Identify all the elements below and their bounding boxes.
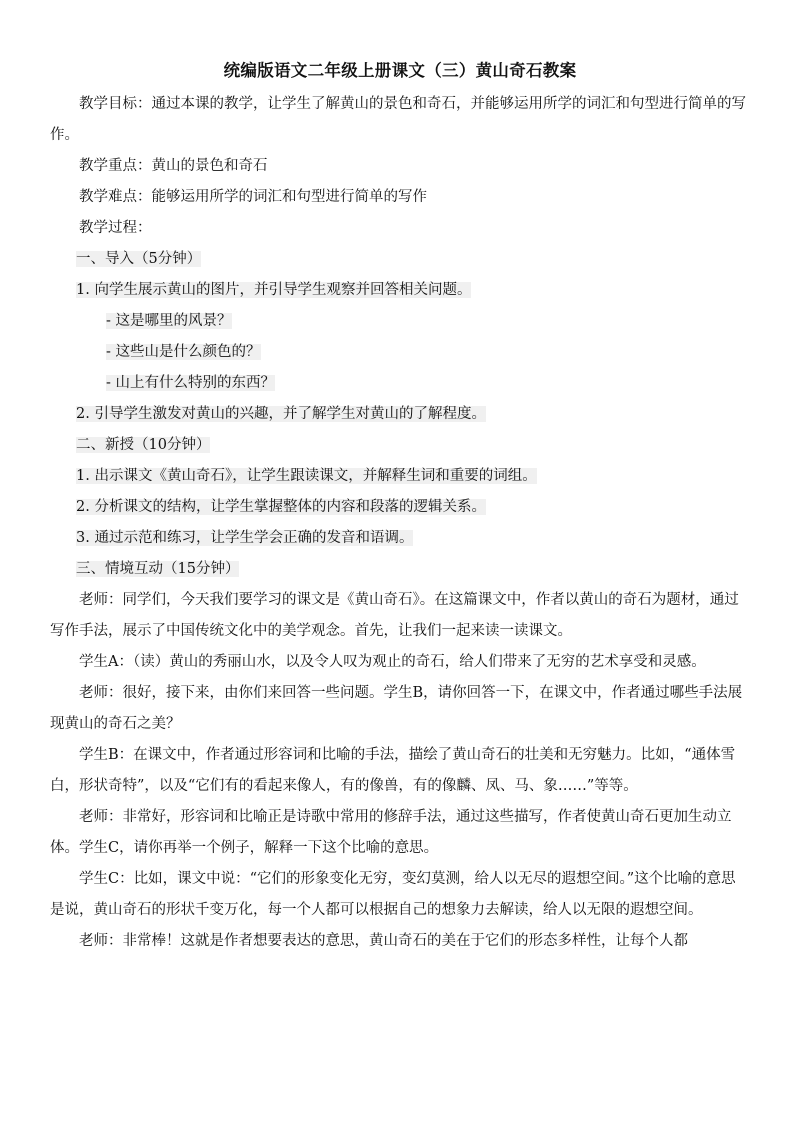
list-item xyxy=(50,523,750,554)
teaching-focus: 教学重点：黄山的景色和奇石 xyxy=(79,158,268,174)
list-item-label: 3. 通过示范和练习，让学生学会正确的发音和语调。 xyxy=(76,530,414,546)
dialogue-student-c: 学生C：比如，课文中说：“它们的形象变化无穷，变幻莫测，给人以无尽的遐想空间。”这个比喻的意思是说，黄山奇石的形状千变万化，每一个人都可以根据自己的想象力去解读，给人以无限的遐想空间。 xyxy=(50,871,736,918)
list-item xyxy=(50,492,750,523)
dialogue-teacher: 老师：很好，接下来，由你们来回答一些问题。学生B，请你回答一下，在课文中，作者通过哪些手法展现黄山的奇石之美？ xyxy=(50,685,743,732)
section-heading-new-lesson xyxy=(50,430,750,461)
section-heading-label: 三、情境互动（15分钟） xyxy=(76,561,240,577)
sub-list-item xyxy=(50,306,750,337)
teaching-difficulty: 教学难点：能够运用所学的词汇和句型进行简单的写作 xyxy=(79,189,427,205)
teaching-process-heading: 教学过程： xyxy=(79,220,152,236)
list-item-label: 2. 引导学生激发对黄山的兴趣，并了解学生对黄山的了解程度。 xyxy=(76,406,486,422)
teaching-goal: 教学目标：通过本课的教学，让学生了解黄山的景色和奇石，并能够运用所学的词汇和句型进行简单的写作。 xyxy=(50,96,746,143)
dialogue-teacher: 老师：非常好，形容词和比喻正是诗歌中常用的修辞手法，通过这些描写，作者使黄山奇石更加生动立体。学生C，请你再举一个例子，解释一下这个比喻的意思。 xyxy=(50,809,732,856)
sub-list-item xyxy=(50,368,750,399)
sub-list-item-label: - 这是哪里的风景？ xyxy=(106,313,232,329)
section-heading-label: 二、新授（10分钟） xyxy=(76,437,211,453)
sub-list-item-label: - 这些山是什么颜色的？ xyxy=(106,344,261,360)
section-heading-label: 一、导入（5分钟） xyxy=(76,251,202,267)
dialogue-teacher: 老师：同学们，今天我们要学习的课文是《黄山奇石》。在这篇课文中，作者以黄山的奇石为题材，通过写作手法，展示了中国传统文化中的美学观念。首先，让我们一起来读一读课文。 xyxy=(50,592,739,639)
dialogue-teacher: 老师：非常棒！这就是作者想要表达的意思，黄山奇石的美在于它们的形态多样性，让每个人都 xyxy=(79,933,688,949)
section-heading-intro xyxy=(50,244,750,275)
list-item-label: 1. 出示课文《黄山奇石》，让学生跟读课文，并解释生词和重要的词组。 xyxy=(76,468,537,484)
sub-list-item-label: - 山上有什么特别的东西？ xyxy=(106,375,276,391)
section-heading-interaction xyxy=(50,554,750,585)
list-item-label: 1. 向学生展示黄山的图片，并引导学生观察并回答相关问题。 xyxy=(76,282,472,298)
dialogue-student-b: 学生B：在课文中，作者通过形容词和比喻的手法，描绘了黄山奇石的壮美和无穷魅力。比如，“通体雪白，形状奇特”，以及“它们有的看起来像人，有的像兽，有的像麟、凤、马、象……”等等。 xyxy=(50,747,736,794)
list-item-label: 2. 分析课文的结构，让学生掌握整体的内容和段落的逻辑关系。 xyxy=(76,499,486,515)
sub-list-item xyxy=(50,337,750,368)
list-item xyxy=(50,275,750,306)
document-title: 统编版语文二年级上册课文（三）黄山奇石教案 xyxy=(223,61,577,80)
dialogue-student-a: 学生A：（读）黄山的秀丽山水，以及令人叹为观止的奇石，给人们带来了无穷的艺术享受和灵感。 xyxy=(79,654,706,670)
list-item xyxy=(50,399,750,430)
list-item xyxy=(50,461,750,492)
